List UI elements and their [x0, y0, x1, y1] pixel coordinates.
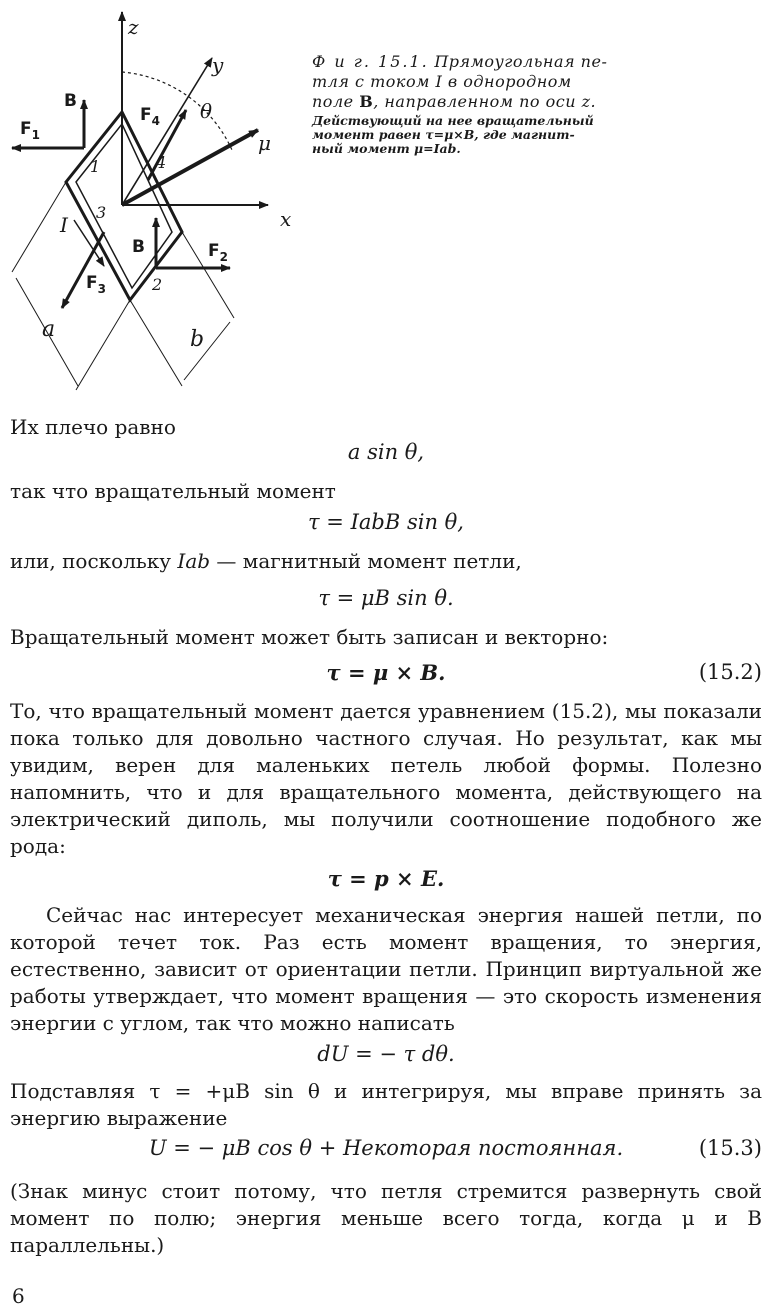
F3-arrow: [62, 232, 104, 308]
para-8: (Знак минус стоит потому, что петля стремится развернуть свой момент по полю; энергия меньше всего тогда, когда μ и B параллельны.): [10, 1179, 762, 1257]
para-3: или, поскольку Iab — магнитный момент петли,: [10, 549, 522, 573]
label-z: z: [128, 15, 139, 39]
equation-4: τ = μ × B. (15.2): [326, 660, 762, 685]
label-mu: μ: [258, 131, 271, 155]
label-a: a: [42, 317, 56, 342]
caption-sub: Действующий на нее вращательный момент равен τ=μ×B, где магнит- ный момент μ=Iab.: [312, 113, 594, 156]
equation-3: τ = μB sin θ.: [318, 586, 454, 610]
caption-fig-label: Ф и г. 15.1.: [312, 52, 429, 71]
loop-diagram: [0, 0, 300, 400]
side-label-4: 4: [156, 153, 167, 172]
para-4: Вращательный момент может быть записан и векторно:: [10, 625, 609, 649]
equation-4-number: (15.2): [698, 660, 762, 684]
equation-1: a sin θ,: [347, 440, 425, 464]
para-7: Подставляя τ = +μB sin θ и интегрируя, мы вправе принять за энергию выражение: [10, 1079, 762, 1130]
para-1: Их плечо равно: [10, 415, 176, 439]
para-2: так что вращательный момент: [10, 479, 336, 503]
equation-5: τ = p × E.: [327, 866, 445, 891]
page-number: 6: [12, 1284, 25, 1308]
side-label-1: 1: [90, 157, 101, 176]
label-b: b: [190, 327, 205, 352]
label-F4: $F_4$: [140, 105, 160, 128]
equation-7: U = − μB cos θ + Некоторая постоянная. (15.3): [148, 1136, 762, 1160]
para-5: То, что вращательный момент дается уравнением (15.2), мы показали пока только для довольно частного случая. Но результат, как мы увидим, верен для маленьких петель любой формы. Полезно напомнить, что и для вращательного момента, действующего на электрический диполь, мы получили соотношение подобного же рода:: [10, 699, 762, 858]
caption-main: Ф и г. 15.1. Прямоугольная пе- тля с током I в однородном поле B, направленном по оси z.: [312, 52, 608, 111]
label-y: y: [212, 53, 224, 77]
equation-2: τ = IabB sin θ,: [308, 510, 464, 534]
label-F3: $F_3$: [86, 273, 106, 296]
figure-caption: [312, 52, 652, 156]
equation-7-number: (15.3): [698, 1136, 762, 1160]
y-axis: [122, 58, 212, 205]
label-x: x: [280, 207, 292, 231]
side-label-3: 3: [96, 203, 107, 222]
theta-arc: [122, 72, 232, 150]
label-B-top: B: [64, 91, 77, 111]
label-I: I: [60, 213, 68, 237]
side-label-2: 2: [152, 275, 163, 294]
label-F1: $F_1$: [20, 119, 40, 142]
label-theta: θ: [200, 99, 213, 123]
para-6: Сейчас нас интересует механическая энергия нашей петли, по которой течет ток. Раз есть момент вращения, то энергия, естественно, зависит от ориентации петли. Принцип виртуальной же работы утверждает, что момент вращения — это скорость изменения энергии с углом, так что можно написать: [10, 903, 762, 1035]
label-F2: $F_2$: [208, 241, 228, 264]
equation-6: dU = − τ dθ.: [317, 1042, 455, 1066]
label-B-mid: B: [132, 237, 145, 257]
